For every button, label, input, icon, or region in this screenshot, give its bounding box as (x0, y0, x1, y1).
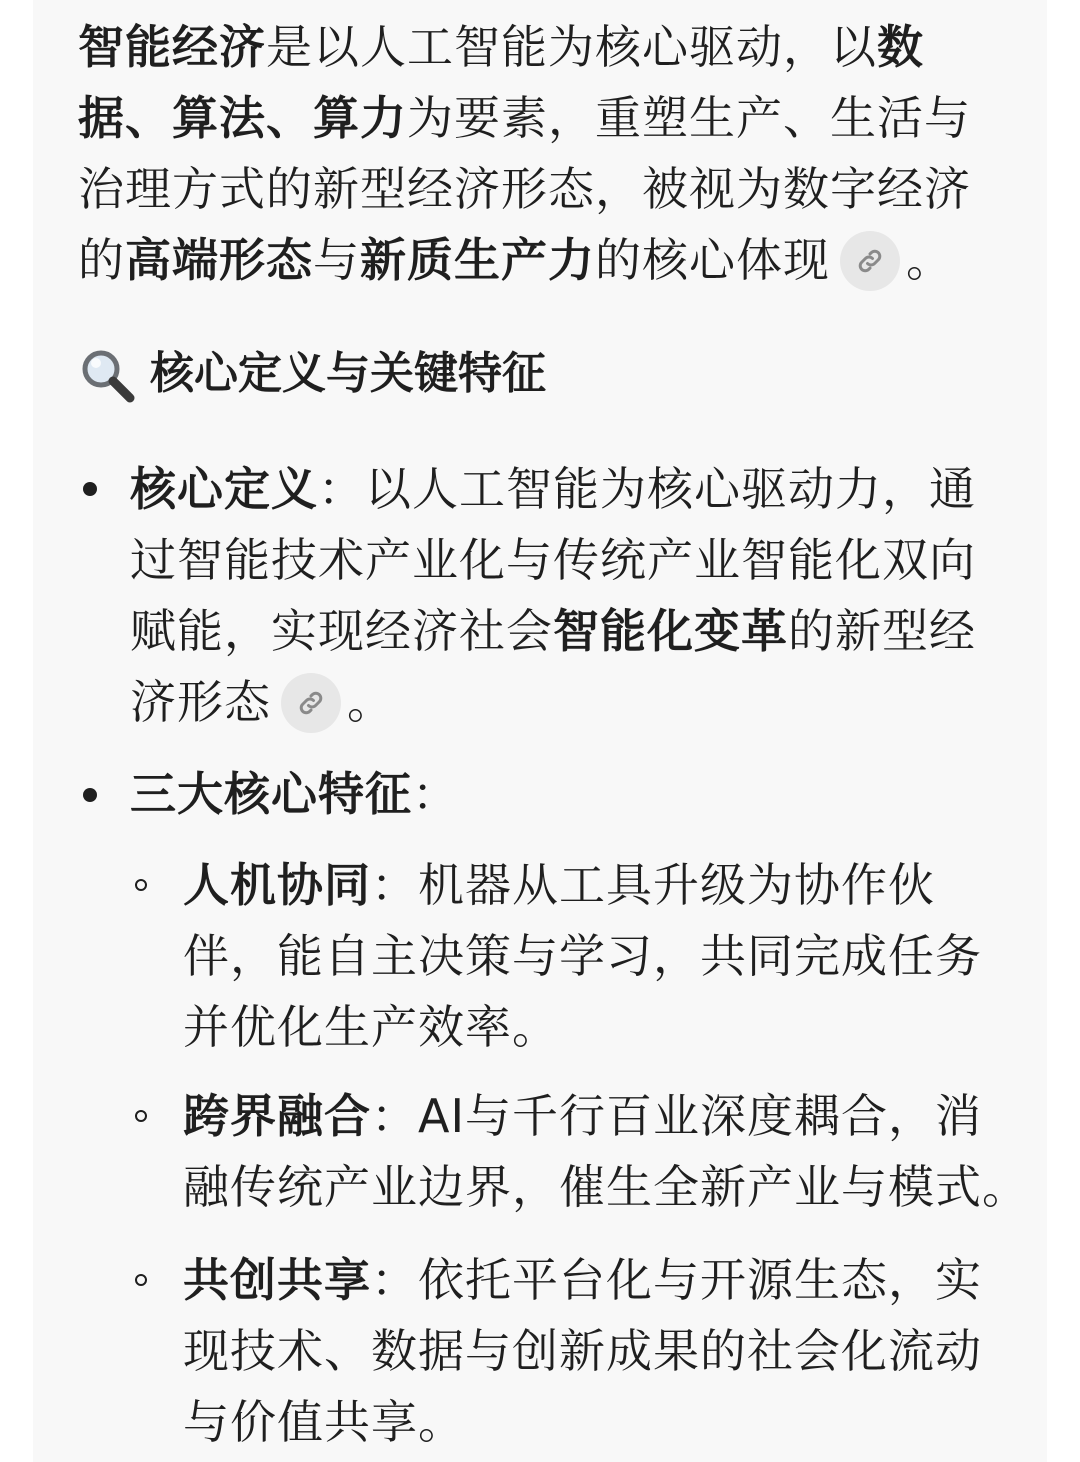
feature-item: 共创共享：依托平台化与开源生态，实 现技术、数据与创新成果的社会化流动 与价值共享。 (183, 1253, 982, 1449)
feature-item: 跨界融合：AI与千行百业深度耦合，消 融传统产业边界，催生全新产业与模式。 (183, 1089, 1029, 1214)
link-icon[interactable] (281, 673, 341, 733)
feature-label: 跨界融合 (183, 1089, 371, 1143)
link-icon[interactable] (840, 231, 900, 291)
section-heading-text: 核心定义与关键特征 (150, 348, 546, 399)
bullet-icon (83, 482, 97, 496)
intro-paragraph: 智能经济是以人工智能为核心驱动，以数 据、算法、算力为要素，重塑生产、生活与 治理方式的新型经济形态，被视为数字经济 的高端形态与新质生产力的核心体现 。 (78, 12, 971, 296)
feature-label: 共创共享 (183, 1253, 371, 1307)
feature-label: 人机协同 (183, 858, 371, 912)
circle-bullet-icon (135, 1274, 147, 1286)
circle-bullet-icon (135, 1110, 147, 1122)
bullet-icon (83, 788, 97, 802)
definition-label: 核心定义 (130, 462, 318, 516)
magnifying-glass-icon (78, 346, 138, 406)
section-heading (78, 338, 546, 409)
definition-item: 核心定义：以人工智能为核心驱动力，通 过智能技术产业化与传统产业智能化双向 赋能，实现经济社会智能化变革的新型经 济形态 。 (130, 454, 976, 738)
circle-bullet-icon (135, 879, 147, 891)
feature-item: 人机协同：机器从工具升级为协作伙 伴，能自主决策与学习，共同完成任务 并优化生产效率。 (183, 858, 982, 1054)
features-item: 三大核心特征： (130, 767, 459, 821)
intro-term: 智能经济 (78, 20, 266, 74)
features-label: 三大核心特征 (130, 767, 412, 821)
